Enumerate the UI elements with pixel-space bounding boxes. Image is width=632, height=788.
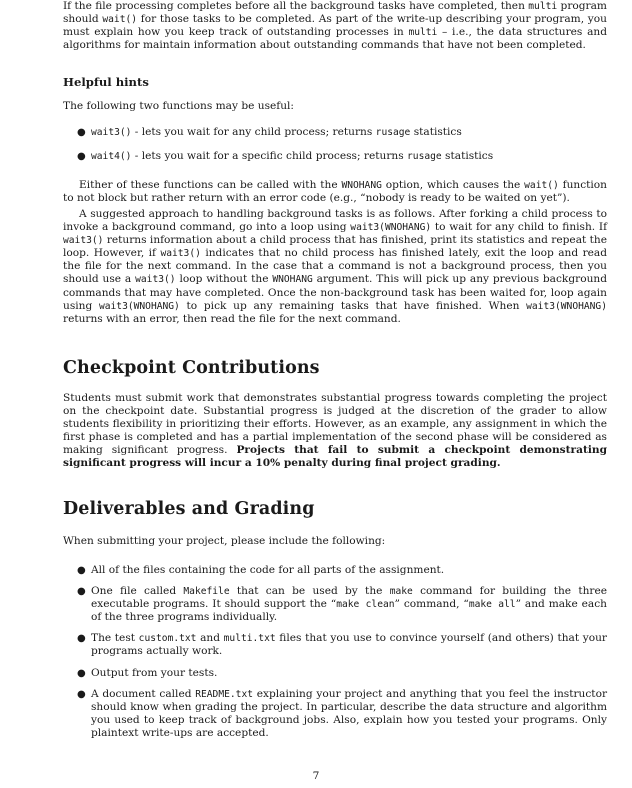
list-item: ● wait3() - lets you wait for any child process; returns rusage statistics [77,126,462,138]
approach-paragraph: A suggested approach to handling background tasks is as follows. After forking a child process to invoke a background command, go into a loop using wait3(WNOHANG) to wait for any child to finish. If wait3() returns information about a child process that has finished, print its statistics and repeat the loop. However, if wait3() indicates that no child process has finished lately, exit the loop and read the file for the next command. In the case that a command is not a background process, then you should use a wait3() loop without the WNOHANG argument. This will pick up any previous background commands that may have completed. Once the non-background task has been waited for, loop again using wait3(WNOHANG) to pick up any remaining tasks that have finished. When wait3(WNOHANG) returns with an error, then read the file for the next command. [63,208,608,325]
deliverables-list [63,564,607,740]
list-item: ● Output from your tests. [77,666,218,679]
intro-paragraph: If the file processing completes before all the background tasks have completed, then multi program should wait() for those tasks to be completed. As part of the write-up describing your program, you must explain how you keep track of outstanding processes in multi – i.e., the data structures and algorithms for maintain information about outstanding commands that have not been completed. [63,0,607,52]
list-item: ● One file called Makefile that can be used by the make command for building the three executable programs. It should support the “make clean” command, “make all” and make each of the three programs individually. [77,585,608,624]
list-item: ● All of the files containing the code for all parts of the assignment. [77,564,445,576]
hints-lead: The following two functions may be useful: [63,100,294,112]
deliverables-heading: Deliverables and Grading [63,499,315,519]
bullet-icon: ● [77,127,86,138]
list-item: ● A document called README.txt explaining your project and anything that you feel the instructor should know when grading the project. In particular, describe the data structure and algorithm you used to keep track of background jobs. Also, explain how you tested your programs. Only plaintext write-ups are accepted. [77,687,608,739]
bullet-icon: ● [77,151,86,163]
checkpoint-heading: Checkpoint Contributions [63,358,320,378]
wnohang-paragraph: Either of these functions can be called with the WNOHANG option, which causes the wait() function to not block but rather return with an error code (e.g., “nobody is ready to be waited on yet”). [63,179,607,205]
bullet-icon: ● [77,586,86,598]
list-item: ● The test custom.txt and multi.txt files that you use to convince yourself (and others) that your programs actually work. [77,632,607,658]
bullet-icon: ● [77,688,86,700]
bullet-icon: ● [77,667,86,679]
bullet-icon: ● [77,633,86,645]
list-item: ● wait4() - lets you wait for a specific child process; returns rusage statistics [77,150,494,163]
hints-heading: Helpful hints [63,75,149,89]
hints-list [63,126,607,163]
checkpoint-paragraph: Students must submit work that demonstrates substantial progress towards completing the project on the checkpoint date. Substantial progress is judged at the discretion of the grader to allow students flexibility in prioritizing their efforts. However, as an example, any assignment in which the first phase is completed and has a partial implementation of the second phase will be considered as making significant progress. Projects that fail to submit a checkpoint demonstrating significant progress will incur a 10% penalty during final project grading. [63,392,607,470]
bullet-icon: ● [77,565,86,576]
deliverables-lead: When submitting your project, please include the following: [63,535,386,547]
page-number: 7 [312,770,320,782]
